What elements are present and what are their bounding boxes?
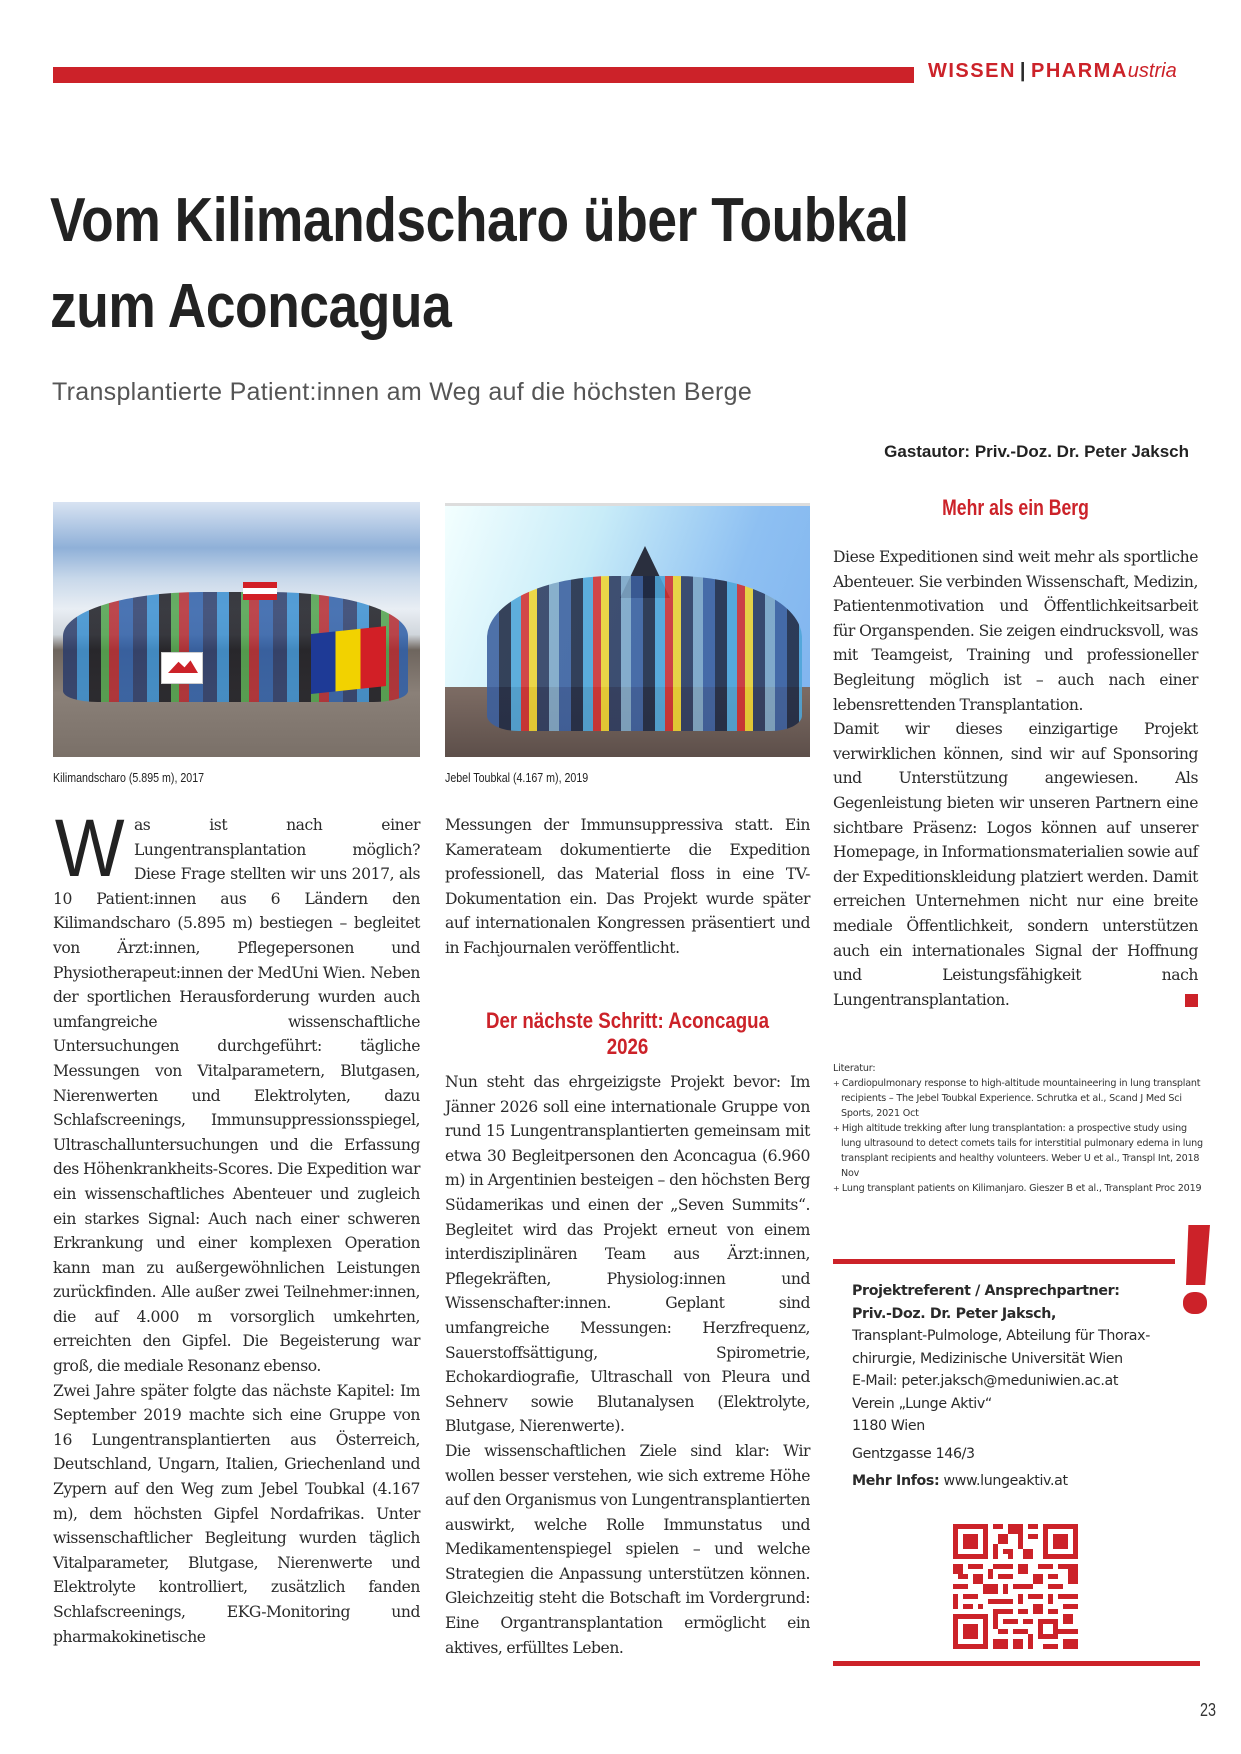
photo-group-figure	[487, 576, 802, 731]
contact-email[interactable]: E-Mail: peter.jaksch@meduniwien.ac.at	[852, 1373, 1119, 1389]
paragraph-aconcagua: Nun steht das ehrgeizigste Projekt bevor: Im Jänner 2026 soll eine internationale Gruppe von rund 15 Lungentransplantierten gemeinsam mit etwa 30 Begleitpersonen den Aconcagua (6.960 m) in Argentinien besteigen – den höchsten Berg Südamerikas und einen der „Seven Summits“. Begleitet wird das Projekt erneut von einem interdisziplinären Team aus Ärzt:innen, Pflegekräften, Physiolog:innen und Wissenschafter:innen. Geplant sind umfangreiche Messungen: Herzfrequenz, Sauerstoffsättigung, Spirometrie, Echokardiografie, Ultraschall von Pleura und Sehnerv sowie Blutanalysen (Elektrolyte, Blutgase, Nierenwerte).	[445, 1073, 810, 1436]
contact-role-2: chirurgie, Medizinische Universität Wien	[852, 1350, 1123, 1367]
body-column-2-continued	[445, 1070, 810, 1660]
qr-code-icon[interactable]	[953, 1524, 1078, 1649]
brand-name-bold: PHARMA	[1031, 60, 1128, 82]
heading-more-than-a-mountain: Mehr als ein Berg	[942, 495, 1089, 520]
literature-item: + High altitude trekking after lung transplantation: a prospective study using lung ultrasound to detect comets tails for interstitial pulmonary edema in lung transplant recipients and healthy volunteers. Weber U et al., Transpl Int, 2018 Nov	[833, 1121, 1203, 1181]
header-accent-bar	[53, 67, 914, 83]
literature-item: + Cardiopulmonary response to high-altitude mountaineering in lung transplant recipients – The Jebel Toubkal Experience. Schrutka et al., Scand J Med Sci Sports, 2021 Oct	[833, 1076, 1203, 1121]
paragraph-documentation: Messungen der Immunsuppressiva statt. Ein Kamerateam dokumentierte die Expedition professionell, das Material floss in eine TV-Dokumentation ein. Das Projekt wurde später auf internationalen Kongressen präsentiert und in Fachjournalen veröffentlicht.	[445, 816, 810, 957]
paragraph-goals: Die wissenschaftlichen Ziele sind klar: Wir wollen besser verstehen, wie sich extreme Höhe auf den Organismus von Lungentransplantierten auswirkt, welche Rolle Immunstatus und Medikamentenspiegel spielen – und welche Strategien die Anpassung unterstützen können. Gleichzeitig steht die Botschaft im Vordergrund: Eine Organtransplantation ermöglicht ein aktives, erfülltes Leben.	[445, 1441, 810, 1657]
website-link[interactable]: www.lungeaktiv.at	[939, 1473, 1068, 1489]
brand-section: WISSEN	[928, 60, 1016, 82]
photo-caption-kilimanjaro: Kilimandscharo (5.895 m), 2017	[53, 770, 205, 785]
kilimanjaro-banner	[161, 652, 203, 684]
body-column-2	[445, 813, 810, 961]
title-line-2: zum Aconcagua	[50, 272, 452, 341]
contact-organisation: Verein „Lunge Aktiv“	[852, 1395, 992, 1412]
contact-role-1: Transplant-Pulmologe, Abteilung für Thorax-	[852, 1328, 1150, 1344]
contact-city: 1180 Wien	[852, 1418, 925, 1434]
literature-list	[833, 1061, 1203, 1196]
contact-more-info: Mehr Infos: www.lungeaktiv.at	[852, 1473, 1068, 1489]
photo-caption-toubkal: Jebel Toubkal (4.167 m), 2019	[445, 770, 589, 785]
article-title	[50, 178, 910, 350]
contact-heading: Projektreferent / Ansprechpartner:	[852, 1283, 1120, 1299]
end-of-article-mark-icon	[1185, 994, 1198, 1007]
article-author: Gastautor: Priv.-Doz. Dr. Peter Jaksch	[884, 442, 1189, 461]
drop-cap: W	[54, 803, 125, 894]
romania-flag	[311, 626, 386, 694]
article-subtitle: Transplantierte Patient:innen am Weg auf die höchsten Berge	[52, 378, 753, 406]
austria-flag	[243, 582, 277, 600]
paragraph-toubkal: Zwei Jahre später folgte das nächste Kapitel: Im September 2019 machte sich eine Gruppe von 16 Lungentransplantierten aus Österreich, Deutschland, Ungarn, Italien, Griechenland und Zypern auf den Weg zum Jebel Toubkal (4.167 m), dem höchsten Gipfel Nordafrikas. Unter wissenschaftlicher Begleitung wurden täglich Vitalparameter, Blutgase, Nierenwerte und Elektrolyte kontrolliert, zusätzlich fanden Schlafscreenings, EKG-Monitoring und pharmakokinetische	[53, 1381, 420, 1646]
contact-street: Gentzgasse 146/3	[852, 1445, 975, 1462]
heading-next-step: Der nächste Schritt: Aconcagua 2026	[486, 1008, 769, 1059]
contact-name: Priv.-Doz. Dr. Peter Jaksch,	[852, 1305, 1057, 1322]
contact-box-bottom-rule	[833, 1661, 1200, 1666]
body-column-3	[833, 545, 1198, 1012]
exclamation-mark-icon	[1186, 1225, 1210, 1285]
title-line-1: Vom Kilimandscharo über Toubkal	[50, 186, 909, 255]
photo-kilimanjaro	[53, 502, 420, 757]
contact-box-top-rule	[833, 1259, 1175, 1264]
paragraph-sponsoring: Damit wir dieses einzigartige Projekt verwirklichen können, sind wir auf Sponsoring und Unterstützung angewiesen. Als Gegenleistung bieten wir unseren Partnern eine sichtbare Präsenz: Logos können auf unserer Homepage, in Informationsmaterialien sowie auf der Expeditionskleidung platziert werden. Damit erreichen Unternehmen nicht nur eine breite mediale Öffentlichkeit, sondern unterstützen auch ein internationales Signal der Hoffnung und Leistungsfähigkeit nach Lungentransplantation.	[833, 720, 1198, 1009]
literature-item: + Lung transplant patients on Kilimanjaro. Gieszer B et al., Transplant Proc 2019	[833, 1181, 1203, 1196]
paragraph-expeditions: Diese Expeditionen sind weit mehr als sportliche Abenteuer. Sie verbinden Wissenschaft, Medizin, Patientenmotivation und Öffentlichkeitsarbeit für Organspenden. Sie zeigen eindrucksvoll, was mit Teamgeist, Training und professioneller Begleitung möglich ist – auch nach einer lebensrettenden Transplantation.	[833, 548, 1198, 714]
literature-label: Literatur:	[833, 1063, 876, 1074]
contact-box	[852, 1280, 1202, 1493]
body-column-1	[53, 803, 420, 1649]
magazine-brand	[928, 60, 1177, 83]
paragraph-intro: Was ist nach einer Lungentransplantation möglich? Diese Frage stellten wir uns 2017, als 10 Patient:innen aus 6 Ländern den Kilimandscharo (5.895 m) bestiegen – begleitet von Ärzt:innen, Pflegepersonen und Physiotherapeut:innen der MedUni Wien. Neben der sportlichen Herausforderung wurden auch umfangreiche wissenschaftliche Untersuchungen durchgeführt: tägliche Messungen von Vitalparametern, Blutgasen, Nierenwerten und Elektrolyten, dazu Schlafscreenings, Immunsuppressionsspiegel, Ultraschalluntersuchungen und die Erfassung des Höhenkrankheits-Scores. Die Expedition war ein wissenschaftliches Abenteuer und zugleich ein starkes Signal: Auch nach einer schweren Erkrankung und einer komplexen Operation kann man zu außergewöhnlichen Leistungen zurückfinden. Alle außer zwei Teilnehmer:innen, die auf 4.000 m vorsorglich umkehrten, erreichten den Gipfel. Die Begeisterung war groß, die mediale Resonanz ebenso.	[53, 803, 420, 1376]
page-number: 23	[1200, 1700, 1217, 1720]
photo-toubkal	[445, 503, 810, 757]
brand-separator: |	[1019, 60, 1028, 82]
brand-name-light: ustria	[1127, 60, 1177, 82]
